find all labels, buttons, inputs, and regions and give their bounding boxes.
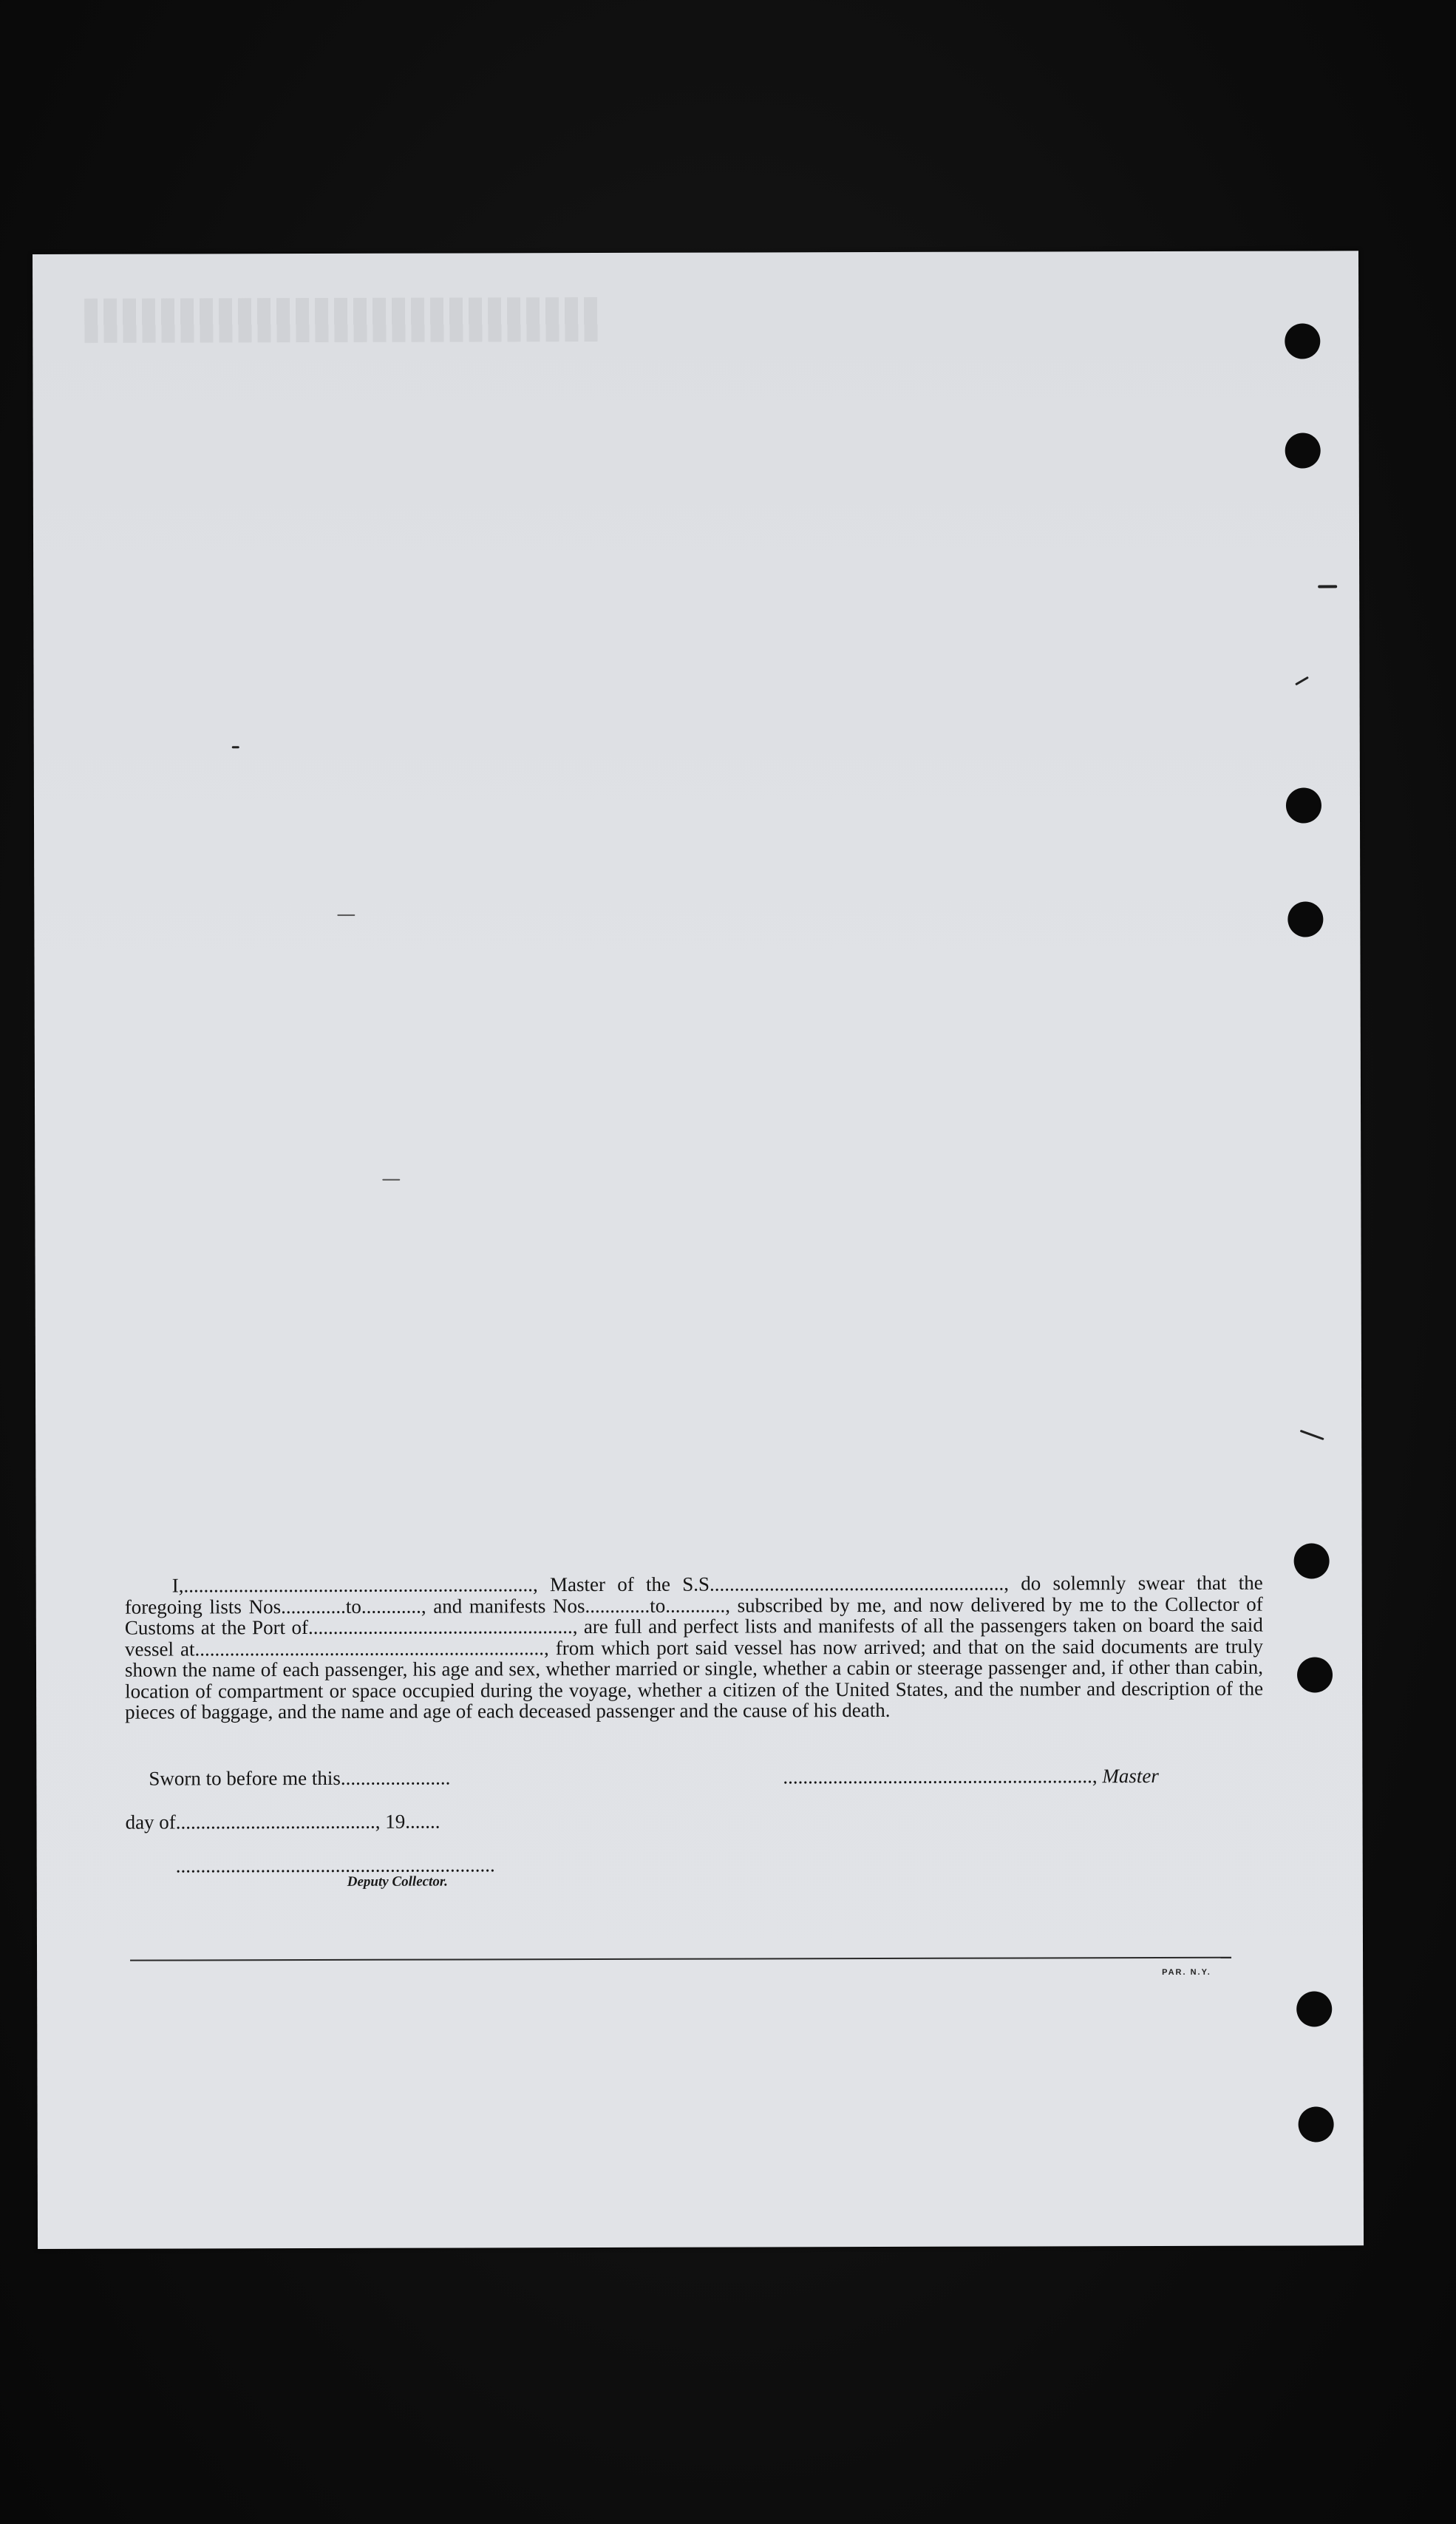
printer-mark: PAR. N.Y. (1162, 1967, 1211, 1978)
binder-hole (1286, 787, 1321, 823)
sworn-before-line: Sworn to before me this...................... (149, 1766, 451, 1790)
binder-hole (1294, 1543, 1330, 1578)
ink-mark (1295, 676, 1309, 686)
binder-hole (1296, 1991, 1332, 2026)
master-label: Master (1102, 1765, 1159, 1788)
binder-hole (1297, 1657, 1333, 1692)
masters-oath-paragraph (125, 1573, 1264, 1723)
deputy-collector-label: Deputy Collector. (347, 1873, 448, 1890)
master-signature-dots: .............................................................., (783, 1765, 1098, 1788)
binder-hole (1285, 323, 1320, 359)
ink-mark (1318, 585, 1337, 588)
ink-mark (1300, 1430, 1324, 1440)
binder-hole (1299, 2106, 1334, 2142)
binder-hole (1287, 901, 1323, 937)
binder-hole (1285, 432, 1321, 468)
faint-bleedthrough-text (84, 297, 602, 343)
ink-mark (232, 746, 239, 748)
master-signature-line (783, 1765, 1159, 1788)
day-of-line: day of........................................, 19....... (125, 1810, 440, 1833)
footer-rule (130, 1957, 1231, 1961)
ink-mark (382, 1179, 400, 1181)
deputy-collector-signature-line: ................................................................ (175, 1853, 495, 1877)
oath-text: I,......................................................................, Master of the S.S..........................................................., do solemnly swear that the foregoing lists Nos.............to............, and manifests Nos.............to............, subscribed by me, and now delivered by me to the Collector of Customs at the Port of....................................................., are full and perfect lists and manifests of all the passengers taken on board the said vessel at......................................................................, from which port said vessel has now arrived; and that on the said documents are truly shown the name of each passenger, his age and sex, whether married or single, whether a cabin or steerage passenger and, if other than cabin, location of compartment or space occupied during the voyage, whether a citizen of the United States, and the number and description of the pieces of baggage, and the name and age of each deceased passenger and the cause of his death. (124, 1571, 1264, 1723)
ink-mark (337, 915, 355, 916)
manifest-page (33, 251, 1364, 2249)
